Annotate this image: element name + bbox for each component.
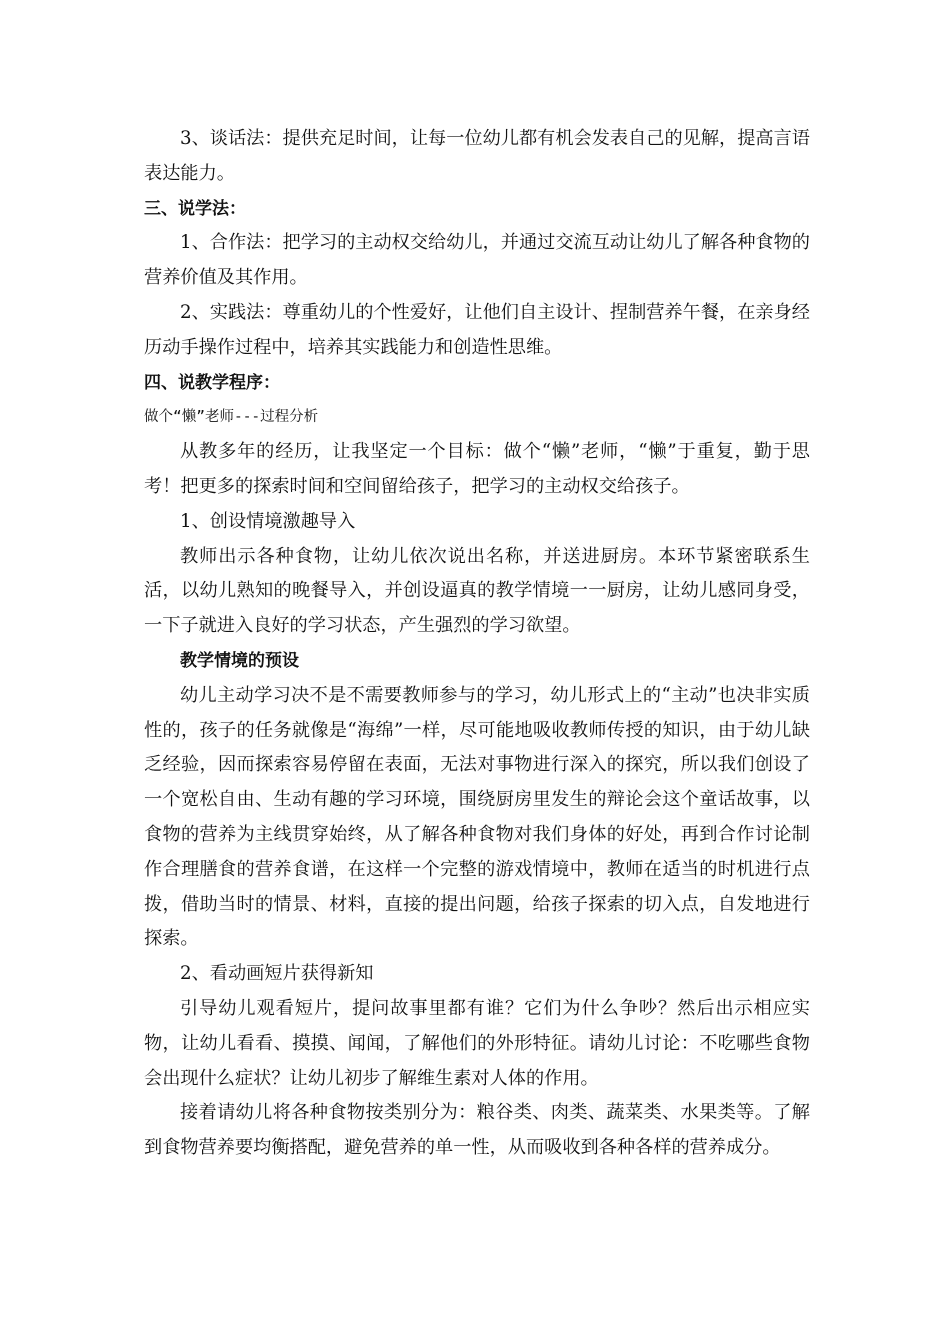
section-heading-teaching-procedure: 四、说教学程序： (144, 372, 280, 393)
section-heading-learning-methods: 三、说学法： (144, 198, 246, 219)
paragraph-scenario-preset: 幼儿主动学习决不是不需要教师参与的学习，幼儿形式上的“主动”也决非实质性的，孩子的任务就像是“海绵”一样，尽可能地吸收教师传授的知识，由于幼儿缺乏经验，因而探索容易停留在表面，无法对事物进行深入的探究，所以我们创设了一个宽松自由、生动有趣的学习环境，围绕厨房里发生的辩论会这个童话故事，以食物的营养为主线贯穿始终，从了解各种食物对我们身体的好处，再到合作讨论制作合理膳食的营养食谱，在这样一个完整的游戏情境中，教师在适当的时机进行点拨，借助当时的情景、材料，直接的提出问题，给孩子探索的切入点，自发地进行探索。 (144, 684, 810, 950)
paragraph-scenario-intro: 教师出示各种食物，让幼儿依次说出名称，并送进厨房。本环节紧密联系生活，以幼儿熟知的晚餐导入，并创设逼真的教学情境一一厨房，让幼儿感同身受，一下子就进入良好的学习状态，产生强烈的学习欲望。 (144, 545, 810, 637)
paragraph-animation: 引导幼儿观看短片，提问故事里都有谁？它们为什么争吵？然后出示相应实物，让幼儿看看、摸摸、闻闻，了解他们的外形特征。请幼儿讨论：不吃哪些食物会出现什么症状？让幼儿初步了解维生素对人体的作用。 (144, 997, 810, 1089)
process-analysis-caption: 做个“懒”老师---过程分析 (144, 409, 319, 426)
document-body (144, 122, 810, 1166)
subheading-scenario-preset: 教学情境的预设 (180, 650, 299, 671)
paragraph-talk-method: 3、谈话法：提供充足时间，让每一位幼儿都有机会发表自己的见解，提高言语表达能力。 (144, 128, 810, 184)
paragraph-practice-method: 2、实践法：尊重幼儿的个性爱好，让他们自主设计、捏制营养午餐，在亲身经历动手操作过程中，培养其实践能力和创造性思维。 (144, 301, 810, 358)
step-heading-scenario-intro: 1、创设情境激趣导入 (180, 510, 356, 532)
paragraph-food-categories: 接着请幼儿将各种食物按类别分为：粮谷类、肉类、蔬菜类、水果类等。了解到食物营养要均衡搭配，避免营养的单一性，从而吸收到各种各样的营养成分。 (144, 1102, 810, 1159)
paragraph-cooperation-method: 1、合作法：把学习的主动权交给幼儿，并通过交流互动让幼儿了解各种食物的营养价值及其作用。 (144, 232, 810, 289)
step-heading-animation: 2、看动画短片获得新知 (180, 963, 374, 985)
paragraph-lazy-teacher: 从教多年的经历，让我坚定一个目标：做个“懒”老师，“懒”于重复，勤于思考！把更多的探索时间和空间留给孩子，把学习的主动权交给孩子。 (144, 441, 810, 497)
